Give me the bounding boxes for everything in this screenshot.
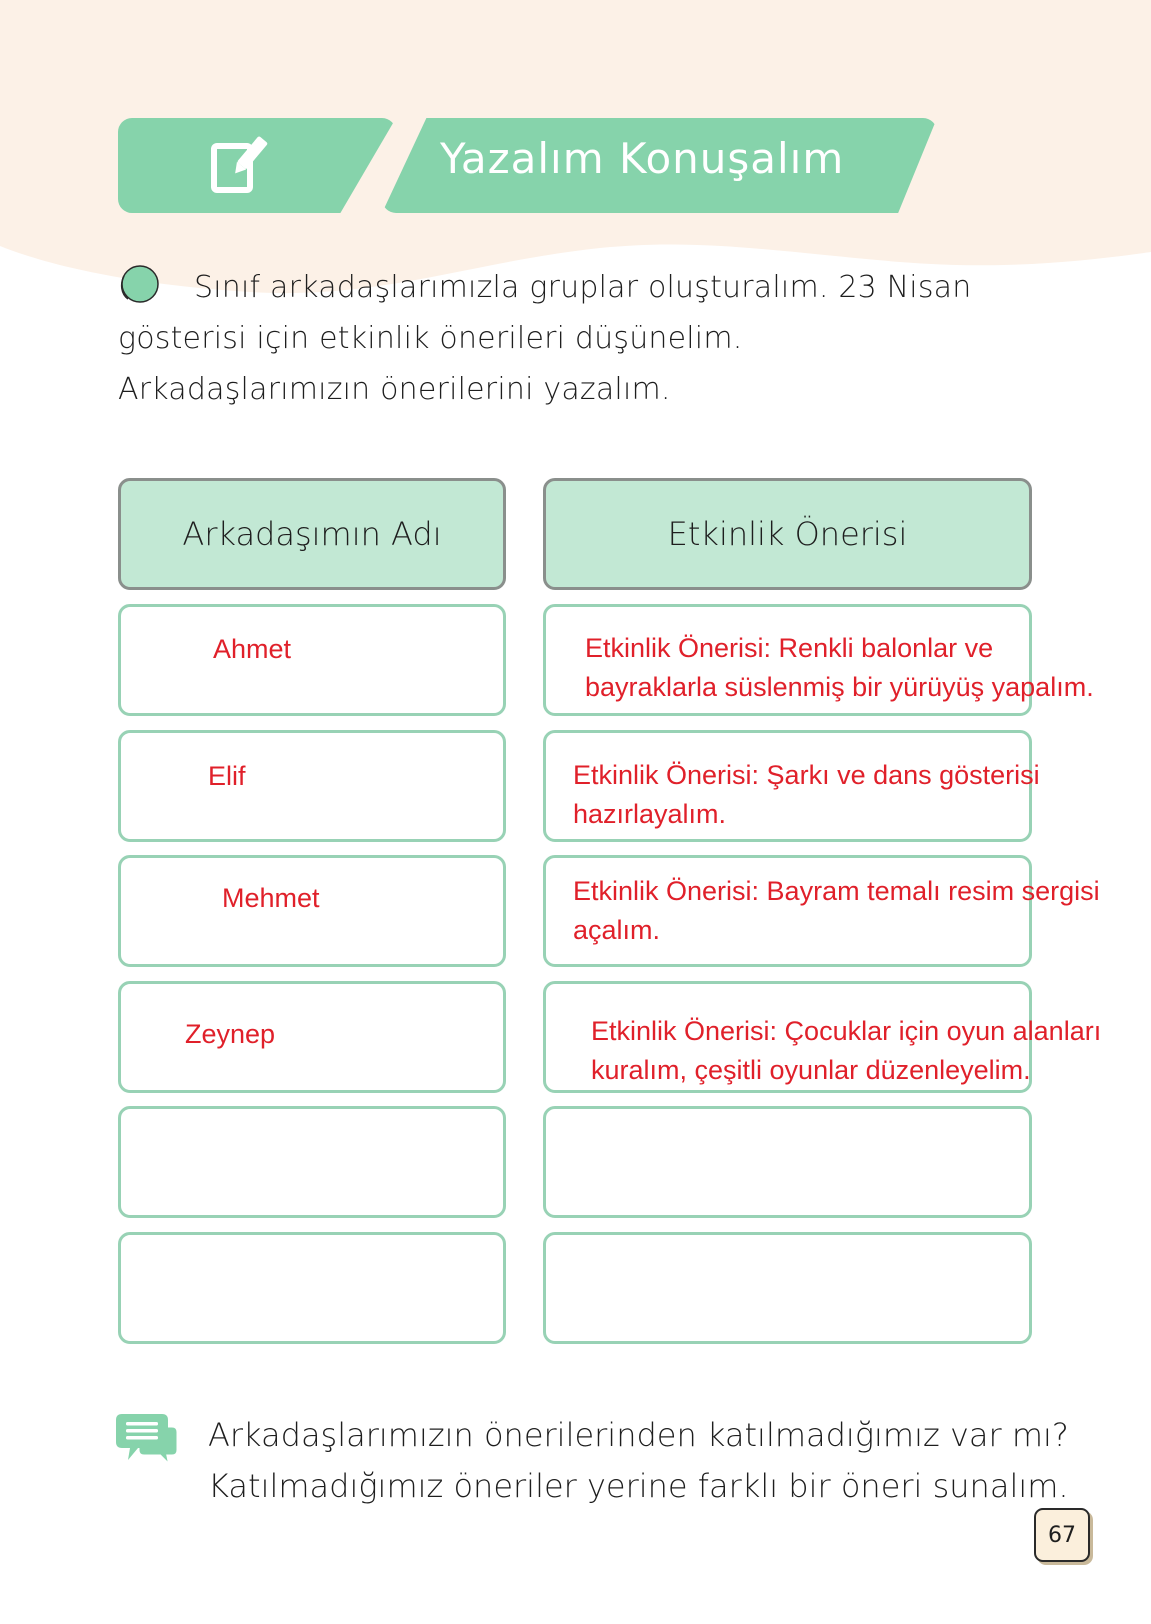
chat-bubbles-icon bbox=[116, 1412, 180, 1468]
section-title: Yazalım Konuşalım bbox=[440, 134, 845, 183]
name-cell-2[interactable] bbox=[118, 730, 506, 842]
pencil-edit-icon bbox=[210, 136, 270, 196]
suggestion-line: Etkinlik Önerisi: Şarkı ve dans gösterisi bbox=[573, 760, 1040, 790]
suggestion-line: açalım. bbox=[573, 915, 661, 945]
suggestion-cell-6[interactable] bbox=[543, 1232, 1032, 1344]
name-answer: Zeynep bbox=[185, 1019, 276, 1049]
discussion-text bbox=[208, 1410, 1108, 1512]
column-header-suggestion: Etkinlik Önerisi bbox=[543, 478, 1032, 590]
suggestion-line: kuralım, çeşitli oyunlar düzenleyelim. bbox=[591, 1055, 1031, 1085]
name-cell-1[interactable] bbox=[118, 604, 506, 716]
discussion-line-2: Katılmadığımız öneriler yerine farklı bir öneri sunalım. bbox=[208, 1467, 1069, 1505]
name-answer: Mehmet bbox=[222, 883, 320, 913]
name-cell-6[interactable] bbox=[118, 1232, 506, 1344]
suggestion-line: hazırlayalım. bbox=[573, 799, 727, 829]
column-header-name: Arkadaşımın Adı bbox=[118, 478, 506, 590]
suggestion-line: Etkinlik Önerisi: Bayram temalı resim sergisi bbox=[573, 876, 1100, 906]
discussion-line-1: Arkadaşlarımızın önerilerinden katılmadığımız var mı? bbox=[208, 1416, 1069, 1454]
instruction-text: Sınıf arkadaşlarımızla gruplar oluşturalım. 23 Nisan gösterisi için etkinlik önerileri düşünelim. Arkadaşlarımızın önerilerini yazalım. bbox=[118, 270, 972, 407]
suggestion-answer bbox=[573, 872, 1100, 950]
name-cell-5[interactable] bbox=[118, 1106, 506, 1218]
suggestion-line: Etkinlik Önerisi: Çocuklar için oyun alanları bbox=[591, 1016, 1102, 1046]
suggestion-line: Etkinlik Önerisi: Renkli balonlar ve bbox=[585, 633, 994, 663]
name-answer: Elif bbox=[208, 761, 246, 791]
suggestion-answer bbox=[591, 1012, 1101, 1090]
page-number: 67 bbox=[1034, 1508, 1090, 1562]
suggestion-answer bbox=[585, 629, 1094, 707]
suggestion-line: bayraklarla süslenmiş bir yürüyüş yapalım. bbox=[585, 672, 1094, 702]
name-cell-4[interactable] bbox=[118, 981, 506, 1093]
suggestion-cell-5[interactable] bbox=[543, 1106, 1032, 1218]
name-answer: Ahmet bbox=[213, 634, 292, 664]
suggestion-answer bbox=[573, 756, 1040, 834]
